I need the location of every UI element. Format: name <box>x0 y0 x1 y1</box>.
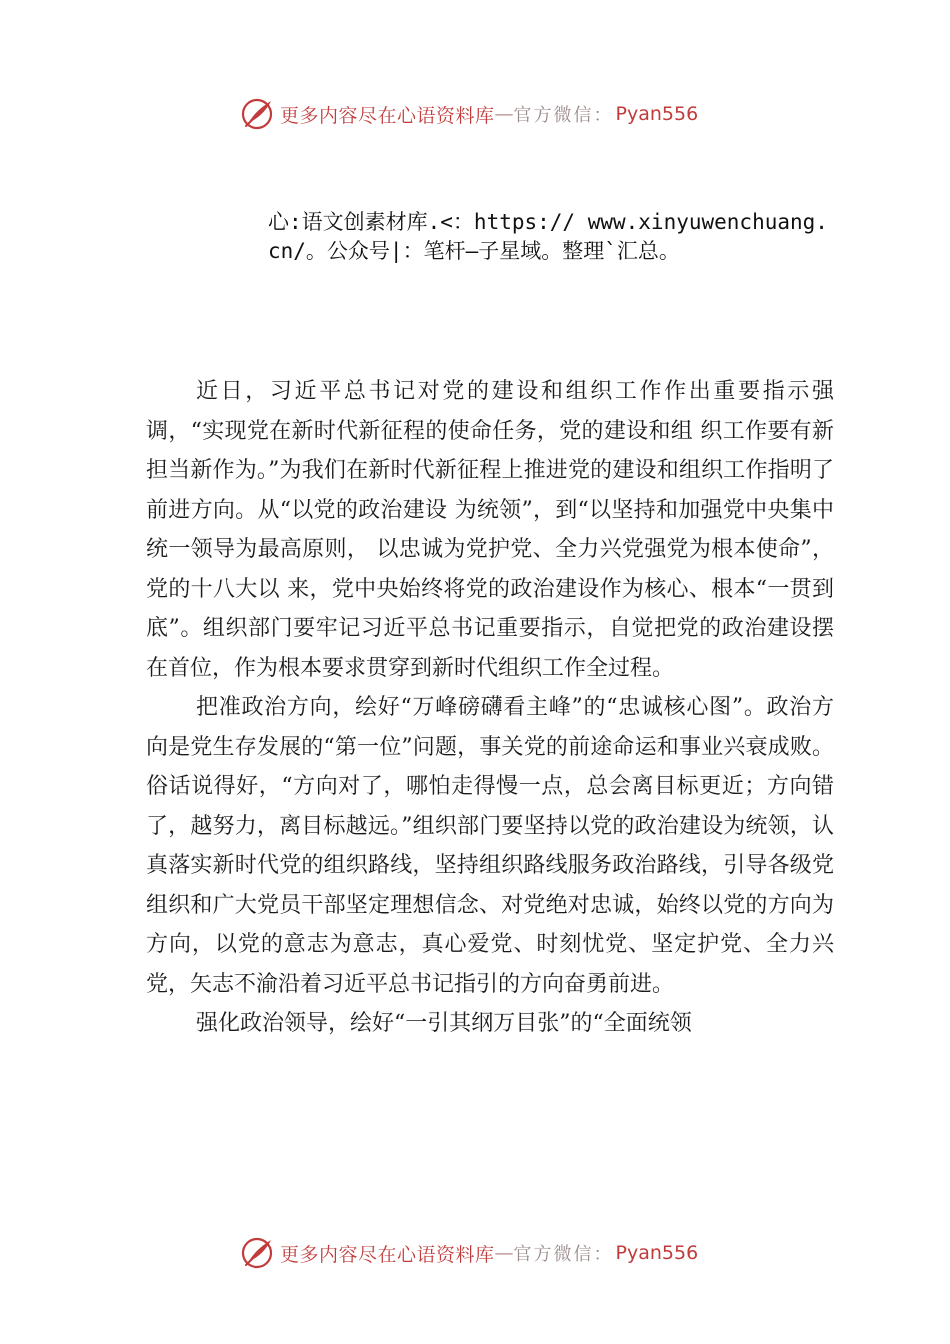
banner-wechat-label: 官方微信： <box>513 105 614 126</box>
article-paragraph-3: 强化政治领导，绘好“一引其纲万目张”的“全面统领 <box>196 1011 692 1036</box>
banner-wechat-label: 官方微信： <box>513 1244 614 1265</box>
quill-logo-icon <box>240 1235 276 1271</box>
footer-banner <box>240 1235 760 1271</box>
quill-logo-icon <box>240 96 276 132</box>
banner-brand-text: 更多内容尽在心语资料库 <box>280 104 495 127</box>
article-body <box>146 372 834 1044</box>
article-paragraph-1: 近日，习近平总书记对党的建设和组织工作作出重要指示强调，“实现党在新时代新征程的使命任务，党的建设和组 织工作要有新担当新作为。”为我们在新时代新征程上推进党的建设和组织工作指明了前进方向。从“以党的政治建设 为统领”，到“以坚持和加强党中央集中统一领导为最高原则， 以忠诚为党护党、全力兴党强党为根本使命”，党的十八大以 来，党中央始终将党的政治建设作为核心、根本“一贯到底”。组织部门要牢记习近平总书记重要指示，自觉把党的政治建设摆在首位，作为根本要求贯穿到新时代组织工作全过程。 <box>146 379 834 681</box>
header-banner <box>240 96 760 132</box>
banner-dash: — <box>494 103 514 125</box>
article-paragraph-2: 把准政治方向，绘好“万峰磅礴看主峰”的“忠诚核心图”。政治方向是党生存发展的“第一位”问题，事关党的前途命运和事业兴衰成败。俗话说得好，“方向对了，哪怕走得慢一点，总会离目标更近；方向错了，越努力，离目标越远。”组织部门要坚持以党的政治建设为统领，认真落实新时代党的组织路线，坚持组织路线服务政治路线，引导各级党组织和广大党员干部坚定理想信念、对党绝对忠诚，始终以党的方向为方向，以党的意志为意志，真心爱党、时刻忧党、坚定护党、全力兴党，矢志不渝沿着习近平总书记指引的方向奋勇前进。 <box>146 695 834 997</box>
banner-account: Pyan556 <box>615 103 699 125</box>
banner-brand-text: 更多内容尽在心语资料库 <box>280 1243 495 1266</box>
banner-account: Pyan556 <box>615 1242 699 1264</box>
source-note: 心:语文创素材库.<：https:// www.xinyuwenchuang.cn/。公众号|：笔杆—子星域。整理`汇总。 <box>268 210 828 263</box>
banner-dash: — <box>494 1242 514 1264</box>
